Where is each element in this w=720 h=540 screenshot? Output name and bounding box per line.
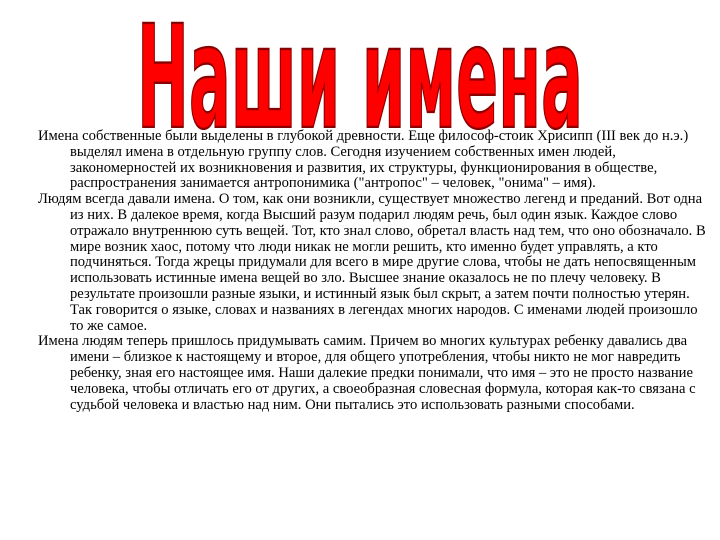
paragraph-two-names: Имена людям теперь пришлось придумывать самим. Причем во многих культурах ребенку давались два имени – близкое к настоящему и второе, для общего употребления, чтобы никто не мог навредить ребенку, зная его настоящее имя. Наши далекие предки понимали, что имя – это не просто название человека, чтобы отличать его от других, а своеобразная словесная формула, которая как-то связана с судьбой человека и властью над ним. Они пытались это использовать разными способами. [38,333,696,413]
slide-title [130,6,590,130]
title-wordart [130,6,590,130]
body-text [38,129,706,413]
title-text: Наши имена [137,6,584,130]
paragraph-legend: Людям всегда давали имена. О том, как они возникли, существует множество легенд и преданий. Вот одна из них. В далекое время, когда Высший разум подарил людям речь, был один язык. Каждое слово отражало внутреннюю суть вещей. Тот, кто знал слово, обретал власть над тем, что оно обозначало. В мире возник хаос, потому что люди никак не могли решить, кто именно будет управлять, а кто подчиняться. Тогда жрецы придумали для всего в мире другие слова, чтобы не дать непосвященным использовать истинные имена вещей во зло. Высшее знание оказалось не по плечу человеку. В результате произошли разные языки, и истинный язык был скрыт, а затем почти полностью утерян. Так говорится о языке, словах и названиях в легендах многих народов. С именами людей произошло то же самое. [38,191,706,334]
paragraph-origin-of-names: Имена собственные были выделены в глубокой древности. Еще философ-стоик Хрисипп (III век до н.э.) выделял имена в отдельную группу слов. Сегодня изучением собственных имен людей, закономерностей их возникновения и развития, их структуры, функционирования в обществе, распространения занимается антропонимика ("антропос" – человек, "онима" – имя). [38,128,689,192]
